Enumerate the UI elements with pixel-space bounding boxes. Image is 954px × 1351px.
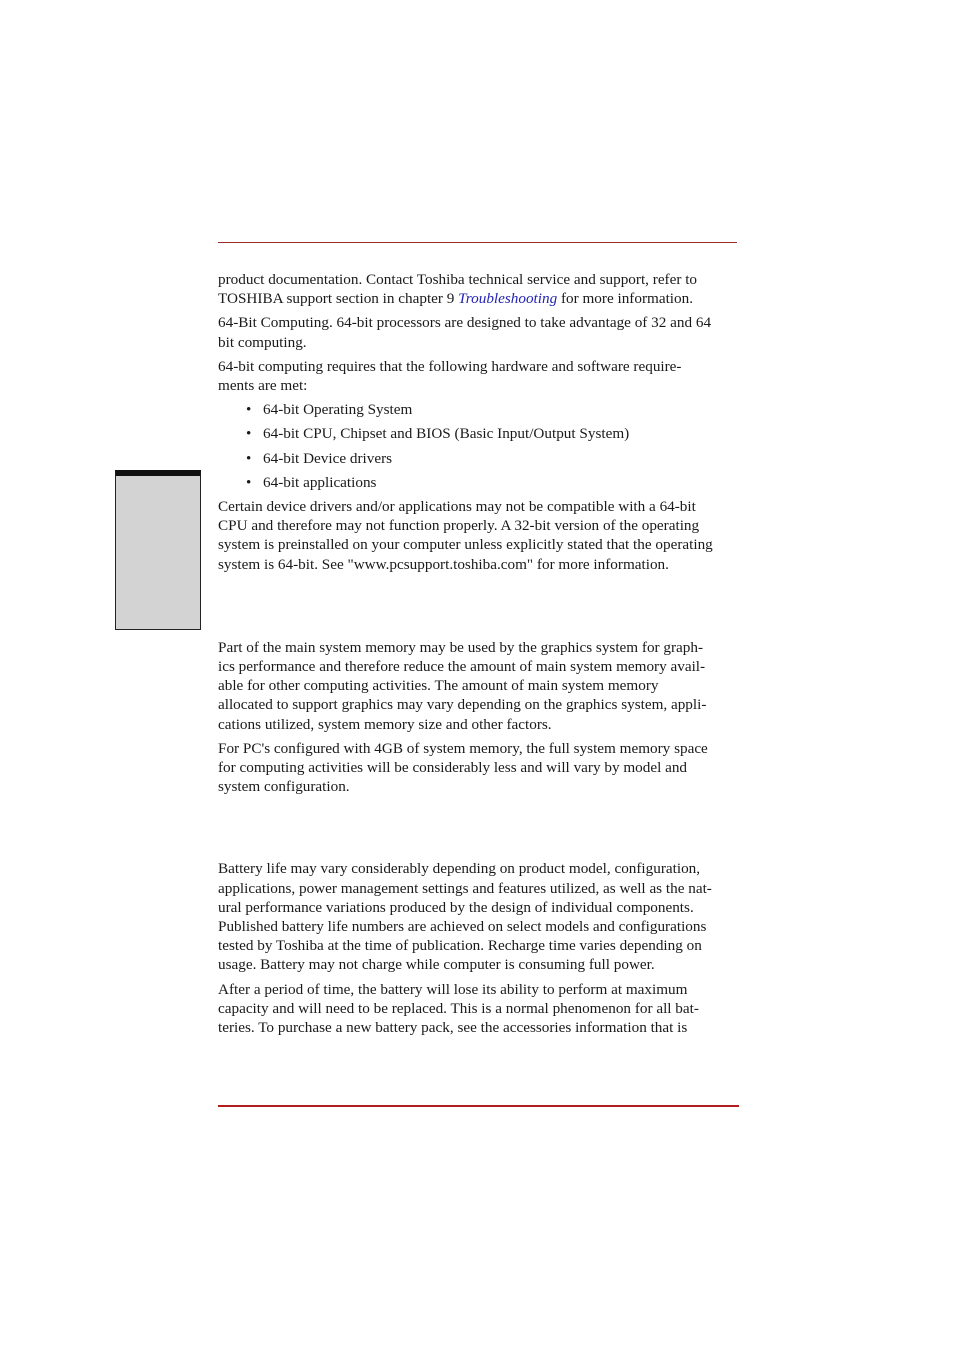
footer-rule — [218, 1105, 739, 1107]
list-item: • 64-bit applications — [218, 473, 738, 492]
paragraph-graphics-memory — [218, 638, 738, 734]
paragraph-battery-life — [218, 859, 738, 974]
text-line: For PC's configured with 4GB of system memory, the full system memory space — [218, 739, 708, 757]
list-item: • 64-bit Device drivers — [218, 449, 738, 468]
text-line: for computing activities will be considerably less and will vary by model and — [218, 759, 688, 777]
text-line: able for other computing activities. The amount of main system memory — [218, 677, 659, 695]
text-line: tested by Toshiba at the time of publication. Recharge time varies depending on — [218, 937, 702, 955]
text-line: TOSHIBA support section in chapter 9 — [218, 290, 459, 308]
text-line: product documentation. Contact Toshiba technical service and support, refer to — [218, 271, 698, 288]
page-body — [218, 270, 738, 1037]
text-line: Battery life may vary considerably depending on product model, configuration, — [218, 860, 701, 878]
text-line: usage. Battery may not charge while computer is consuming full power. — [218, 956, 655, 974]
text-line: 64-bit computing requires that the following hardware and software require- — [218, 357, 682, 375]
list-item: • 64-bit Operating System — [218, 400, 738, 419]
paragraph-product-documentation — [218, 270, 738, 308]
text-line: After a period of time, the battery will lose its ability to perform at maximum — [218, 980, 688, 998]
text-line: ments are met: — [218, 377, 308, 395]
chapter-side-tab — [115, 470, 201, 630]
header-rule — [218, 242, 737, 243]
paragraph-4gb-memory — [218, 739, 738, 797]
troubleshooting-link[interactable]: Troubleshooting — [458, 290, 558, 308]
text-line: 64-Bit Computing. 64-bit processors are designed to take advantage of 32 and 64 — [218, 314, 712, 332]
text-line: ural performance variations produced by the design of individual components. — [218, 898, 694, 916]
text-line: applications, power management settings and features utilized, as well as the nat- — [218, 879, 712, 897]
text-line: CPU and therefore may not function properly. A 32-bit version of the operating — [218, 517, 700, 535]
text-line: Part of the main system memory may be used by the graphics system for graph- — [218, 638, 704, 656]
text-line: system is 64-bit. See "www.pcsupport.toshiba.com" for more information. — [218, 555, 669, 573]
paragraph-64bit-computing — [218, 313, 738, 351]
text-line: system is preinstalled on your computer unless explicitly stated that the operating — [218, 536, 713, 554]
text-line: capacity and will need to be replaced. This is a normal phenomenon for all bat- — [218, 999, 699, 1017]
text-line: system configuration. — [218, 778, 350, 796]
list-item: • 64-bit CPU, Chipset and BIOS (Basic Input/Output System) — [218, 424, 738, 443]
paragraph-battery-replacement — [218, 980, 738, 1038]
paragraph-compatibility — [218, 497, 738, 574]
requirements-list — [218, 400, 738, 492]
text-line: ics performance and therefore reduce the amount of main system memory avail- — [218, 658, 706, 676]
text-line: teries. To purchase a new battery pack, see the accessories information that is — [218, 1019, 688, 1037]
paragraph-requirements-intro — [218, 357, 738, 395]
text-line: Published battery life numbers are achieved on select models and configurations — [218, 918, 707, 936]
text-line: Certain device drivers and/or applications may not be compatible with a 64-bit — [218, 498, 696, 516]
text-line: allocated to support graphics may vary depending on the graphics system, appli- — [218, 696, 707, 714]
text-line: cations utilized, system memory size and other factors. — [218, 715, 552, 733]
text-line: bit computing. — [218, 333, 307, 351]
text-line: for more information. — [557, 290, 693, 308]
